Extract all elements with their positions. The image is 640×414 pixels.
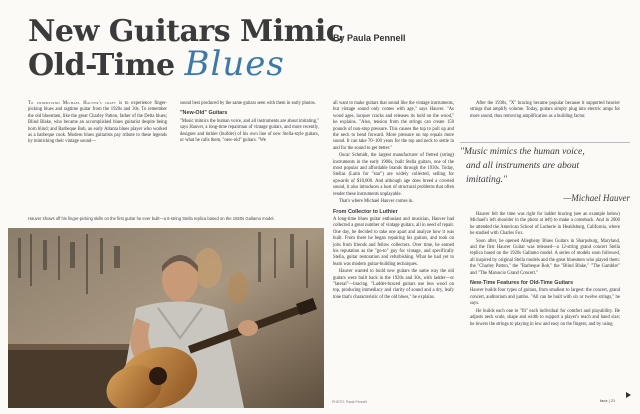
byline: By Paula Pennell: [333, 33, 406, 43]
pull-quote-line-1: "Music mimics the human voice,: [460, 146, 585, 157]
pull-quote-line-2: and all instruments are about: [466, 160, 580, 171]
article-title: [28, 16, 344, 82]
column-4: [470, 212, 620, 329]
col3-para-5: Hauver wanted to build new guitars the same way the old guitars were built back in the 1920s and 30s, with ladder—or "lateral"—bracing. "Ladder-braced guitars use less wood on top, producing immediacy and clarity of sound and a dry, leafy tone that's characteristic of the old blues," he explains.: [333, 269, 454, 300]
title-blues-script: Blues: [184, 44, 285, 84]
column-4-top: [470, 101, 620, 121]
photo-credit: PHOTO: Paula Pennell: [332, 400, 367, 404]
col3-para-2: Oscar Schmidt, the largest manufacturer of fretted (string) instruments in the early 1900s, built Stella guitars, one of the most popular and affordable brands through the 1930s. Today, Stellas (Latin for "star") are widely collected, selling for upwards of $10,000. And although age does breed a coveted sound, it also introduces a host of structural problems that often render these instruments unplayable.: [333, 153, 454, 197]
title-old-time: Old-Time: [28, 48, 175, 83]
title-line-1: New Guitars Mimic: [28, 14, 344, 49]
col1-para-1: is to experience finger-picking blues and ragtime guitar from the 1920s and 30s. To remember the old bluesmen, like the great Charley Patton, father of the Delta blues; Blind Blake, who became an accomplished blues guitarist despite being born blind; and Barbeque Bob, an early Atlanta blues player who worked as a barbeque cook. Modern blues guitarists pay tribute to these legends by mimicking their vintage sound—: [28, 101, 168, 145]
pull-quote: [460, 140, 630, 205]
pull-quote-attribution: —Michael Hauver: [563, 193, 630, 203]
column-1: [28, 101, 167, 147]
continue-arrow-icon: [626, 392, 631, 398]
photo-caption: Hauver shows off his finger-picking skills on the first guitar he ever built—a 6-string Stella replica based on the 1920s Gallamo model.: [28, 216, 275, 221]
col3-para-4: A long-time blues guitar enthusiast and musician, Hauver had collected a great number of vintage guitars, all in need of repair. One day, he decided to take one apart and analyze how it was built. From there he began repairing his guitars, and took on jobs from friends and fellow collectors. Over time, he earned his reputation as the "go-to" guy for vintage, and specifically Stella, guitar restoration and refurbishing. What he had yet to learn was modern guitar-building techniques.: [333, 216, 454, 267]
workshop-photo-illustration: [8, 228, 324, 408]
column-3: [333, 101, 454, 302]
col2-para-2: "Music mimics the human voice, and all instruments are about imitating," says Hauver, a long-time repairman of vintage guitars, and more recently, designer and luthier (builder) of his own line of new Stella-style guitars, or what he calls them, "new-old" guitars. "We: [180, 118, 319, 144]
subhead-new-time-features: New-Time Features for Old-Time Guitars: [470, 280, 574, 287]
lead-in: To understand Michael Hauver's craft: [28, 101, 117, 106]
col4-para-2: Soon after, he opened Allegheny Blues Guitars in Sharpsburg, Maryland, and the first Hauver Guitar was released—a 12-string grand concert Stella replica based on the 1920s Gallamo model. A series of models soon followed, all inspired by original Stella models and the great bluesmen who played them: the "Charley Patton," the "Barbeque Bob," the "Blind Blake," "The Gambler" and "The Marsucio Grand Concert.": [470, 238, 620, 276]
col4-para-1: Hauver felt the time was right for ladder bracing (see an example below) Michael's left shoulder in the photo at left) to make a comeback. And in 2000 he attended the American School of Lutherie in Healdsburg, California, where he studied with Charles Fox.: [470, 212, 620, 237]
col3-para-3: That's where Michael Hauver comes in.: [339, 199, 414, 205]
col4-top-para: After the 1930s, "X" bracing became popular because it supported heavier strings that amplify volume. Today, guitars simply plug into electric amps for more sound, thus removing amplification as a building factor.: [470, 101, 620, 119]
column-2: [180, 101, 319, 145]
guitarist-photo: [8, 228, 324, 408]
subhead-new-old-guitars: "New-Old" Guitars: [180, 110, 228, 117]
col3-para-1: all want to make guitars that sound like the vintage instruments, but vintage sound only comes with age," says Hauver. "As wood ages, lacquer cracks and releases its hold on the wood," he explains. "Also, tension from the strings can create 150 pounds of non-stop pressure. This causes the top to pull up and the neck to bend forward. More pressure on top equals more sound. It can take 70–100 years for the top and neck to settle in and for the sound to get better.": [333, 101, 454, 151]
pull-quote-line-3: imitating.": [466, 174, 508, 185]
subhead-collector-to-luthier: From Collector to Luthier: [333, 208, 398, 215]
col4-para-4: He builds each one to "fit" each individual for comfort and playability. He adjusts neck scale, shape and width to support a player's reach and hand size; he lowers the strings to playing in low and easy on the fingers; and by using: [470, 308, 620, 327]
title-line-2: [28, 44, 344, 84]
col4-para-3: Hauver builds four types of guitars, from smallest to largest: the concert, grand concert, auditorium and jumbo. "All can be built with six or twelve strings," he says.: [470, 288, 620, 307]
page-folio: face | 21: [600, 398, 616, 403]
pull-quote-rule-top: [460, 142, 630, 143]
col2-para-1: sound best produced by the same guitars seen with them in early photos.: [180, 101, 316, 106]
